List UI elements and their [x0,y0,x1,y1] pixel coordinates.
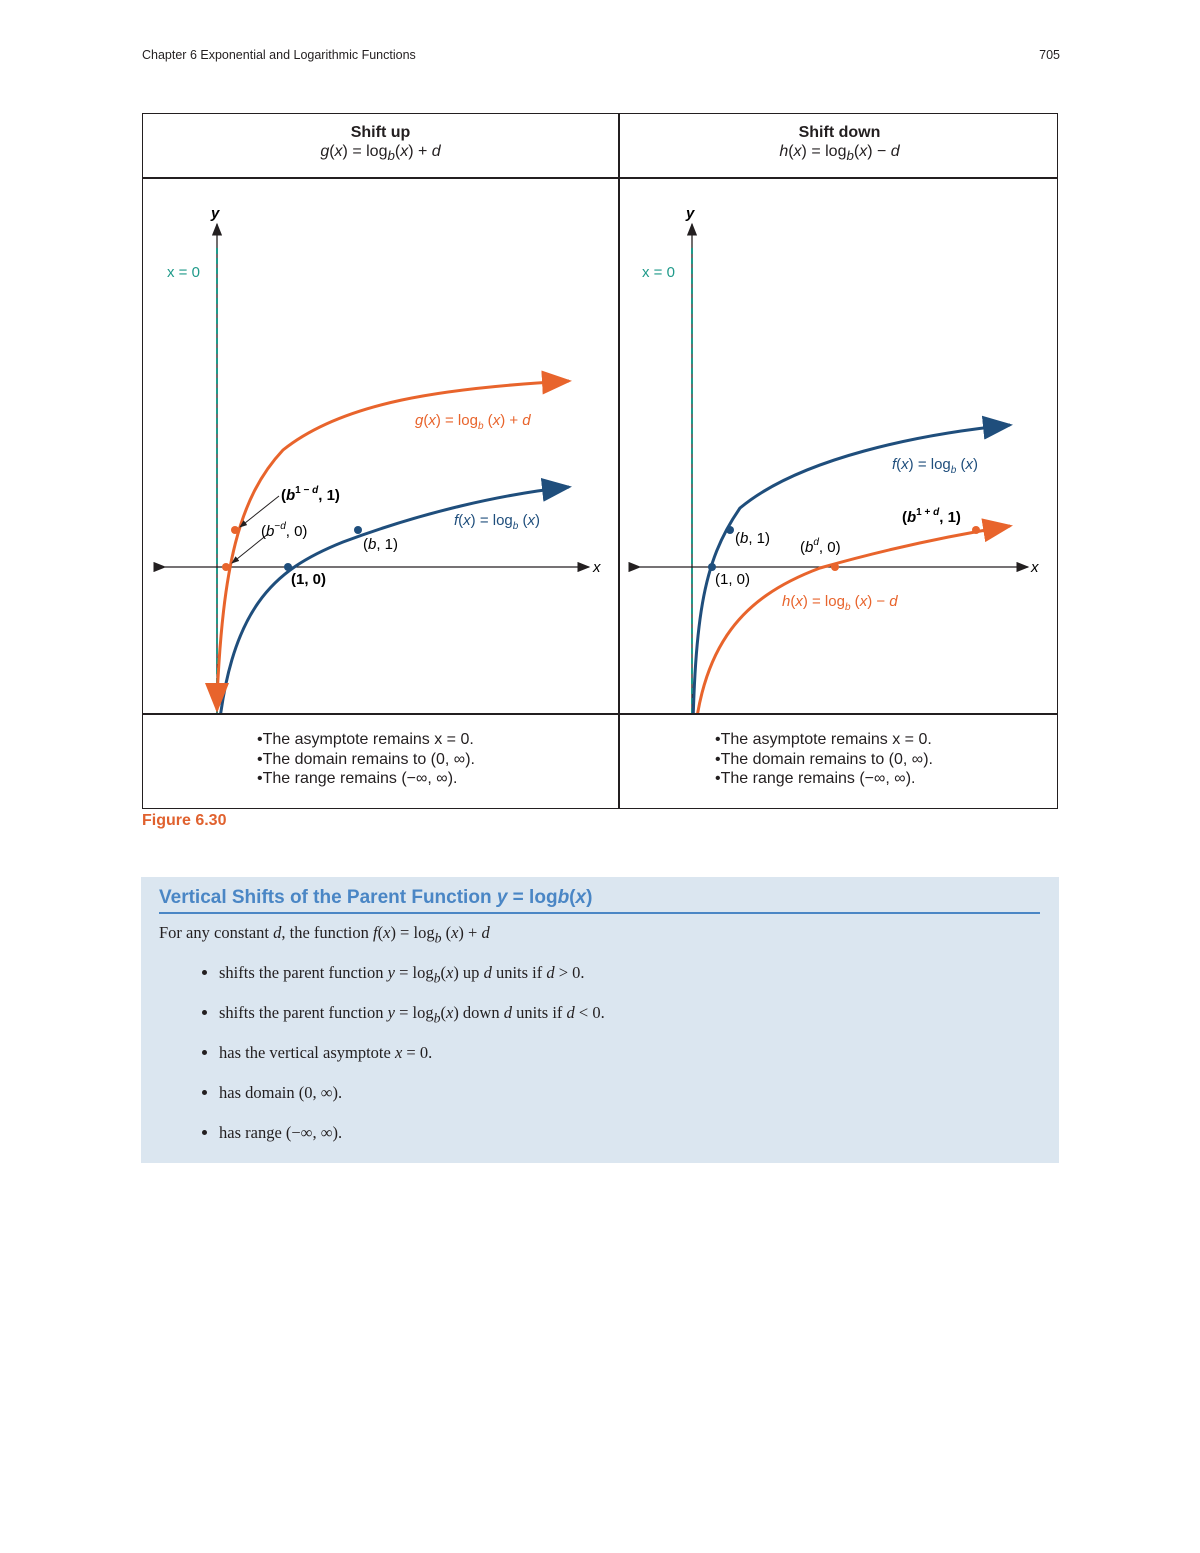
parent-point-1-0 [284,563,292,571]
figure-table [142,113,1058,809]
shift-down-title: Shift down [798,124,881,141]
label-parent-point-1-0: (1, 0) [291,571,327,588]
label-parent-curve: $f(x) = \log_b (x)$ [454,512,541,532]
note-domain: •The domain remains to (0, ∞). [715,750,933,768]
parent-point-b-1 [726,526,734,534]
list-item: • has domain (0, ∞). [219,1083,605,1123]
note-range: •The range remains (−∞, ∞). [715,770,916,787]
label-shifted-curve: $h(x) = \log_b (x) - d$ [782,593,898,613]
label-shifted-point-1: ($b^{1 - d}$, 1) [281,485,340,504]
shifted-point-0 [222,563,230,571]
figure-caption: Figure 6.30 [142,812,227,829]
shift-down-formula: $h(x) = \log_b(x) - d$ [779,143,900,164]
label-shifted-point-0: ($b^d$, 0) [800,537,841,556]
callout-bullets [171,963,605,1163]
shifted-point-1 [231,526,239,534]
shift-down-notes [715,730,933,789]
callout-title: Vertical Shifts of the Parent Function y = logb(x) [159,887,1040,914]
page-number: 705 [1039,48,1060,62]
label-parent-point-b-1: (b, 1) [735,530,771,547]
label-shifted-point-1: ($b^{1 + d}$, 1) [902,507,961,526]
shift-up-graph [143,178,618,713]
running-head [142,48,1060,68]
shifted-point-0 [831,563,839,571]
chapter-title: Chapter 6 Exponential and Logarithmic Functions [142,48,416,62]
shift-down-graph [620,178,1057,713]
footer-divider [143,713,1057,715]
list-item: • shifts the parent function $y = \log_b(x)$ down d units if d < 0. [219,1003,605,1043]
shift-up-header [143,114,618,177]
note-domain: •The domain remains to (0, ∞). [257,750,475,768]
list-item: • has the vertical asymptote x = 0. [219,1043,605,1083]
shifted-curve [692,526,1010,713]
shift-up-title: Shift up [350,124,411,141]
shift-up-notes [257,730,475,789]
parent-point-1-0 [708,563,716,571]
asymptote-label: x = 0 [642,264,675,281]
label-parent-point-1-0: (1, 0) [715,571,751,588]
list-item: • shifts the parent function $y = \log_b(x)$ up d units if d > 0. [219,963,605,1003]
shifted-point-1 [972,526,980,534]
label-parent-curve: $f(x) = \log_b (x)$ [892,456,979,476]
note-range: •The range remains (−∞, ∞). [257,770,458,787]
shift-up-formula: $g(x) = \log_b(x) + d$ [320,143,441,164]
x-axis-label: x [1031,559,1039,576]
label-shifted-curve: $g(x) = \log_b (x) + d$ [415,412,531,432]
y-axis-label: y [211,205,220,222]
note-asymptote: •The asymptote remains x = 0. [257,731,474,748]
parent-point-b-1 [354,526,362,534]
list-item: • has range (−∞, ∞). [219,1123,605,1163]
x-axis-label: x [593,559,601,576]
callout-box [141,877,1059,1163]
y-axis-label: y [686,205,695,222]
label-shifted-point-0: ($b^{-d}$, 0) [261,521,308,540]
asymptote-label: x = 0 [167,264,200,281]
shift-down-header [620,114,1059,177]
callout-intro: For any constant d, the function $f(x) = \log_b (x) + d$ [159,923,490,946]
note-asymptote: •The asymptote remains x = 0. [715,731,932,748]
label-parent-point-b-1: (b, 1) [363,536,399,553]
